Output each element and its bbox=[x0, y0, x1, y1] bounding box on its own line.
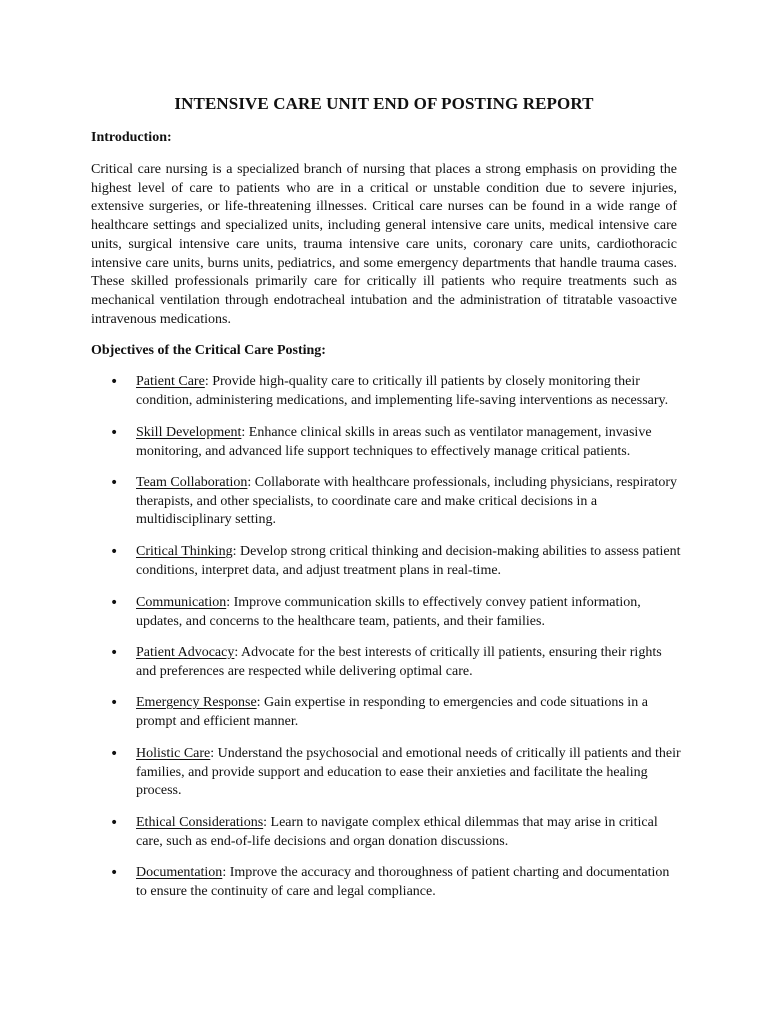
objective-description: : Develop strong critical thinking and decision-making abilities to assess patient conditions, interpret data, and adjust treatment plans in real-time. bbox=[136, 544, 681, 578]
objective-label: Ethical Considerations bbox=[136, 815, 264, 830]
objective-description: : Advocate for the best interests of critically ill patients, ensuring their rights and preferences are respected while delivering optimal care. bbox=[136, 645, 662, 679]
objective-description: : Gain expertise in responding to emergencies and code situations in a prompt and efficient manner. bbox=[136, 695, 648, 729]
objective-text bbox=[136, 644, 681, 681]
objective-label: Emergency Response bbox=[136, 695, 257, 710]
objective-label: Documentation bbox=[136, 865, 223, 880]
objective-label: Communication bbox=[136, 595, 227, 610]
objective-description: : Improve communication skills to effectively convey patient information, updates, and concerns to the healthcare team, patients, and their families. bbox=[136, 595, 641, 629]
bullet-icon: • bbox=[110, 865, 119, 881]
objective-label: Patient Advocacy bbox=[136, 645, 235, 660]
bullet-icon: • bbox=[110, 746, 119, 762]
bullet-icon: • bbox=[110, 695, 119, 711]
objective-text bbox=[136, 694, 681, 731]
introduction-heading: Introduction: bbox=[91, 130, 172, 145]
objective-label: Holistic Care bbox=[136, 746, 211, 761]
objective-text bbox=[136, 424, 681, 461]
bullet-icon: • bbox=[110, 645, 119, 661]
objective-label: Skill Development bbox=[136, 425, 242, 440]
bullet-icon: • bbox=[110, 595, 119, 611]
objective-description: : Provide high-quality care to critically ill patients by closely monitoring their condition, administering medications, and implementing life-saving interventions as necessary. bbox=[136, 374, 669, 408]
objective-description: : Collaborate with healthcare professionals, including physicians, respiratory therapists, and other specialists, to coordinate care and make critical decisions in a multidisciplinary setting. bbox=[136, 475, 677, 528]
objective-text bbox=[136, 543, 681, 580]
bullet-icon: • bbox=[110, 544, 119, 560]
objective-label: Critical Thinking bbox=[136, 544, 233, 559]
bullet-icon: • bbox=[110, 815, 119, 831]
objective-text bbox=[136, 474, 681, 530]
objective-label: Patient Care bbox=[136, 374, 205, 389]
objectives-heading: Objectives of the Critical Care Posting: bbox=[91, 343, 326, 358]
bullet-icon: • bbox=[110, 425, 119, 441]
objective-text bbox=[136, 864, 681, 901]
objective-text bbox=[136, 814, 681, 851]
objective-label: Team Collaboration bbox=[136, 475, 248, 490]
page-title: INTENSIVE CARE UNIT END OF POSTING REPORT bbox=[174, 94, 594, 113]
objective-description: : Understand the psychosocial and emotional needs of critically ill patients and their families, and provide support and education to ease their anxieties and facilitate the healing process. bbox=[136, 746, 681, 799]
bullet-icon: • bbox=[110, 374, 119, 390]
objective-text bbox=[136, 373, 681, 410]
introduction-paragraph: Critical care nursing is a specialized branch of nursing that places a strong emphasis on providing the highest level of care to patients who are in a critical or unstable condition due to severe injuries, extensive surgeries, or life-threatening illnesses. Critical care nurses can be found in a wide range of healthcare settings and specialized units, including general intensive care units, medical intensive care units, surgical intensive care units, trauma intensive care units, coronary care units, cardiothoracic intensive care units, burns units, pediatrics, and some emergency departments that handle trauma cases. These skilled professionals primarily care for critically ill patients who require treatments such as mechanical ventilation through endotracheal intubation and the administration of titratable vasoactive intravenous medications. bbox=[91, 162, 677, 327]
objective-text bbox=[136, 745, 681, 801]
bullet-icon: • bbox=[110, 475, 119, 491]
objective-text bbox=[136, 594, 681, 631]
objective-description: : Enhance clinical skills in areas such as ventilator management, invasive monitoring, and advanced life support techniques to effectively manage critical patients. bbox=[136, 425, 652, 459]
objective-description: : Learn to navigate complex ethical dilemmas that may arise in critical care, such as end-of-life decisions and organ donation discussions. bbox=[136, 815, 658, 849]
objective-description: : Improve the accuracy and thoroughness of patient charting and documentation to ensure the continuity of care and legal compliance. bbox=[136, 865, 670, 899]
